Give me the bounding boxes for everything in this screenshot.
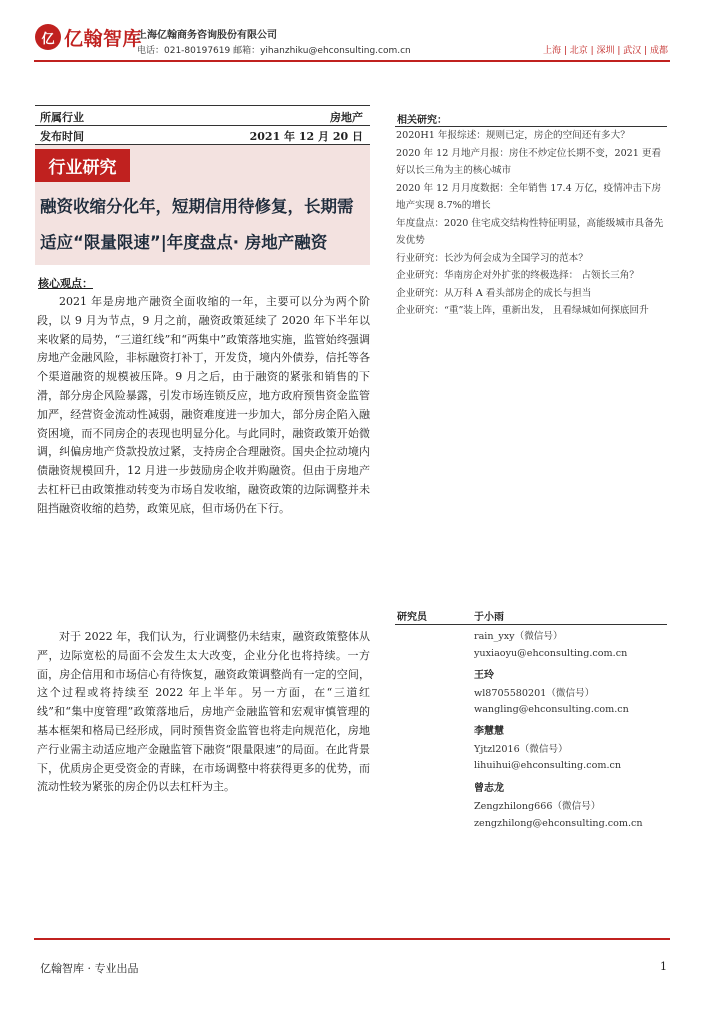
office-cities: 上海 | 北京 | 深圳 | 武汉 | 成都 [542,46,668,56]
related-research-heading: 相关研究： [397,115,447,126]
info-rule-top [35,105,370,106]
analyst-wechat: Yjtzl2016（微信号） [474,744,568,755]
company-contact: 电话：021-80197619 邮箱：yihanzhiku@ehconsulting.com.cn [137,46,411,56]
related-research-item[interactable]: 行业研究：长沙为何会成为全国学习的范本？ [396,252,588,264]
report-title: 融资收缩分化年，短期信用待修复，长期需适应“限量限速”|年度盘点· 房地产融资 [40,197,354,252]
industry-label: 所属行业 [40,111,84,124]
footer-text: 亿翰智库 · 专业出品 [40,962,139,975]
sector-tag: 行业研究 [35,149,130,182]
related-research-item[interactable]: 2020H1 年报综述：规则已定，房企的空间还有多大？ [396,130,630,141]
logo-text: 亿翰智库 [64,28,143,50]
analyst-name: 李慧慧 [474,726,504,737]
analyst-email[interactable]: zengzhilong@ehconsulting.com.cn [474,818,643,829]
related-research-item[interactable]: 企业研究：华南房企对外扩张的终极选择： 占领长三角？ [396,270,639,281]
info-rule-mid [35,125,370,126]
analyst-email[interactable]: lihuihui@ehconsulting.com.cn [474,760,622,771]
analyst-divider [395,624,667,625]
related-research-item[interactable]: 年度盘点：2020 住宅成交结构性特征明显，高能级城市具备先发优势 [396,217,664,246]
core-paragraph-2: 对于 2022 年，我们认为，行业调整仍未结束，融资政策整体从严，边际宽松的局面不会发生太大改变，企业分化也将持续。一方面，房企信用和市场信心有待恢复，融资政策调整尚有一定的空间，这个过程或将持续至 2022 年上半年。另一方面，在“三道红线”和“集中度管理”政策落地后，房地产金融监管和宏观审慎管理的基本框架和格局已经形成，同时预售资金监管也将走向规范化，房地产行业需主动适应地产金融监管下融资“限量限速”的局面。在此背景下，优质房企更受资金的青睐，在市场调整中将获得更多的优势，而流动性较为紧张的房企仍以去杠杆为主。 [37,630,370,794]
footer-divider [34,938,670,940]
core-views-heading: 核心观点： [38,277,93,290]
logo-icon: 亿 [35,24,61,50]
related-research-list [396,127,668,320]
header-divider [34,60,670,62]
related-research-item[interactable]: 企业研究：“重”装上阵，重新出发， 且看绿城如何探底回升 [396,305,649,316]
related-research-item[interactable]: 2020 年 12 月地产月报：房住不炒定位长期不变，2021 更看好以长三角为主的核心城市 [396,147,662,176]
analyst-wechat: wl8705580201（微信号） [474,688,595,699]
analyst-label: 研究员 [397,612,427,623]
analyst-name: 王玲 [474,670,494,681]
analyst-wechat: rain_yxy（微信号） [474,631,563,642]
analyst-email[interactable]: yuxiaoyu@ehconsulting.com.cn [474,648,628,659]
related-research-item[interactable]: 2020 年 12 月月度数据：全年销售 17.4 万亿，疫情冲击下房地产实现 8.7%的增长 [396,182,662,211]
industry-value: 房地产 [330,111,363,124]
page-number: 1 [660,960,667,973]
date-value: 2021 年 12 月 20 日 [249,130,363,143]
analyst-wechat: Zengzhilong666（微信号） [474,801,601,812]
core-paragraph-1: 2021 年是房地产融资全面收缩的一年，主要可以分为两个阶段，以 9 月为节点，9 月之前，融资政策延续了 2020 年下半年以来收紧的局势，“三道红线”和“两集中”政策落地实施，监管始终强调房地产金融风险，非标融资打补丁，开发贷，境内外债券，信托等各个渠道融资的规模被压降。9 月之后，由于融资的紧张和销售的下滑，部分房企风险暴露，引发市场连锁反应，地方政府预售资金监管加严，经营资金流动性减弱，融资难度进一步加大，部分房企陷入融资困境，而不同房企的表现也明显分化。与此同时，融资政策开始微调，纠偏房地产贷款投放过紧，支持房企合理融资。国央企拉动境内债融资规模回升，12 月进一步鼓励房企收并购融资。但由于房地产去杠杆已由政策推动转变为市场自发收缩，融资政策的边际调整并未阻挡融资收缩的趋势，政策见底，但市场仍在下行。 [37,295,370,515]
company-name: 上海亿翰商务咨询股份有限公司 [137,30,277,41]
date-label: 发布时间 [40,130,84,143]
analyst-name: 曾志龙 [474,783,504,794]
analyst-name: 于小雨 [474,612,504,623]
analyst-email[interactable]: wangling@ehconsulting.com.cn [474,704,629,715]
related-research-item[interactable]: 企业研究：从万科 A 看头部房企的成长与担当 [396,287,592,299]
